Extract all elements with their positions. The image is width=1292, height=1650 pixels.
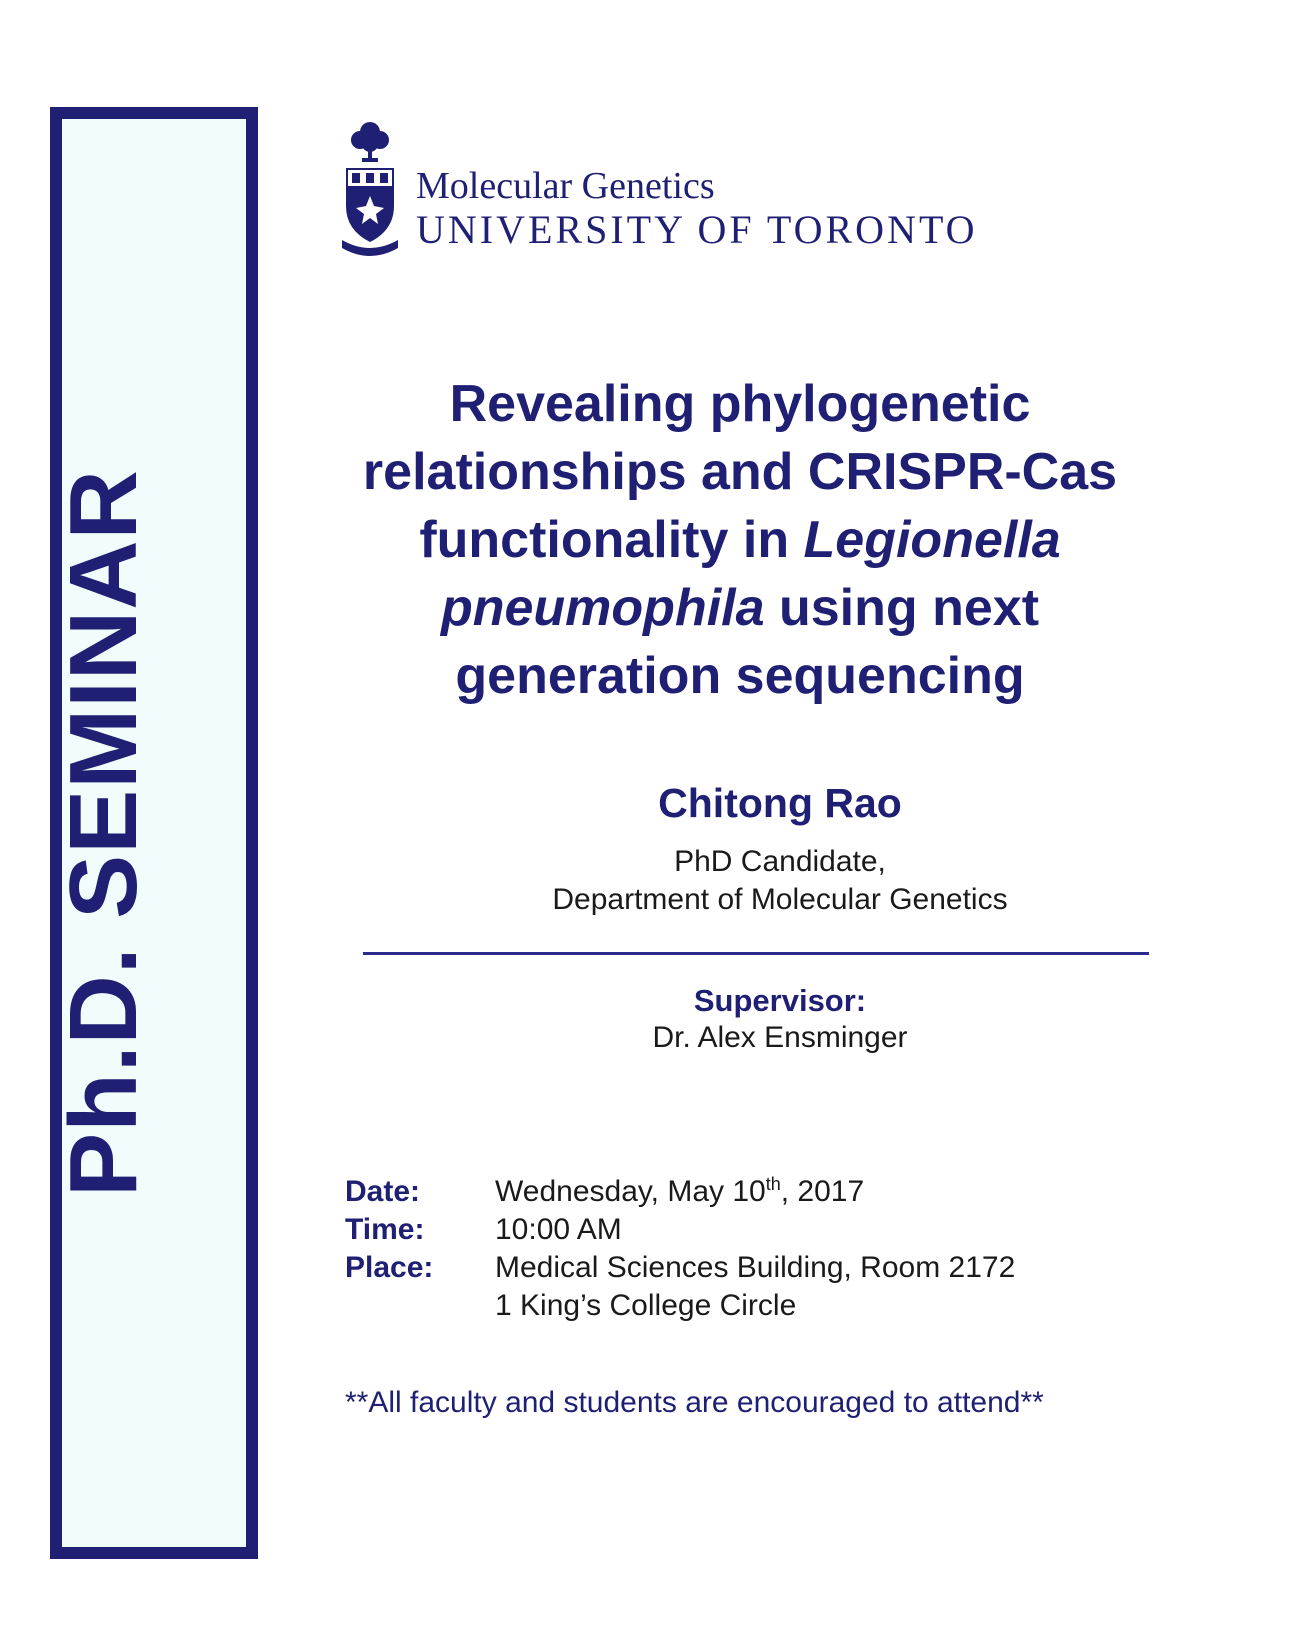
title-line: Revealing phylogenetic: [449, 375, 1031, 433]
place-address: 1 King’s College Circle: [495, 1289, 797, 1322]
title-line: [300, 506, 1180, 574]
university-crest-logo: [340, 118, 400, 268]
speaker-role-line: Department of Molecular Genetics: [552, 883, 1008, 916]
title-line: [300, 574, 1180, 642]
title-text: using next: [764, 579, 1040, 637]
speaker-role-line: PhD Candidate,: [674, 845, 886, 878]
title-line: generation sequencing: [455, 647, 1025, 705]
sidebar-label: Ph.D. SEMINAR: [50, 469, 157, 1197]
seminar-title: [300, 370, 1180, 710]
divider: [363, 952, 1149, 955]
date-year: , 2017: [780, 1175, 865, 1208]
date-label: Date:: [345, 1175, 421, 1208]
university-name: UNIVERSITY OF TORONTO: [416, 207, 978, 252]
supervisor-name: Dr. Alex Ensminger: [652, 1021, 908, 1054]
place-label: Place:: [345, 1251, 434, 1284]
date-text: Wednesday, May 10: [495, 1175, 766, 1208]
speaker-role: [480, 843, 1080, 919]
title-italic-text: pneumophila: [440, 579, 765, 637]
supervisor-label: Supervisor:: [693, 983, 867, 1018]
date-ordinal: th: [765, 1174, 781, 1194]
time-value: 10:00 AM: [495, 1213, 622, 1246]
time-label: Time:: [345, 1213, 425, 1246]
department-name: Molecular Genetics: [416, 165, 715, 207]
place-value: Medical Sciences Building, Room 2172: [495, 1251, 1016, 1284]
title-line: relationships and CRISPR-Cas: [362, 443, 1118, 501]
speaker-name: Chitong Rao: [658, 780, 902, 826]
date-value: [495, 1173, 864, 1211]
title-italic-text: Legionella: [803, 511, 1061, 569]
attendance-note: **All faculty and students are encouraged to attend**: [345, 1386, 1044, 1419]
title-text: functionality in: [419, 511, 804, 569]
